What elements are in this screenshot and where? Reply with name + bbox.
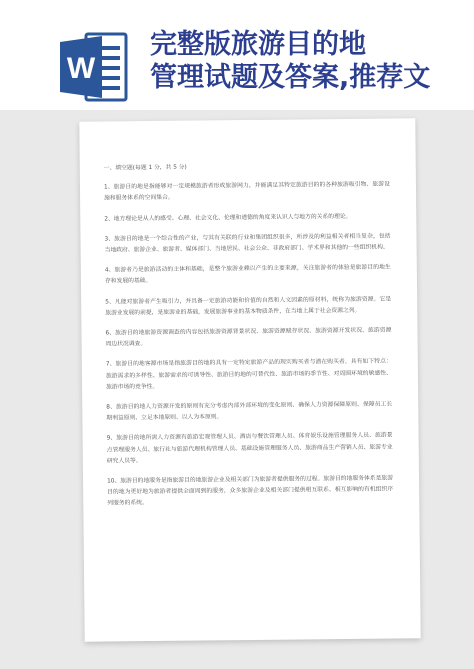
document-content bbox=[104, 161, 394, 520]
question-1: 1、旅游目的地是指能够对一定规模旅游者形成旅游网力，并能满足其特定旅游目的的各种旅游吸引物、旅游设施和服务体系的空间集合。 bbox=[103, 181, 390, 202]
question-9: 9、旅游目的地所需人力资源有旅游宏观管理人员、酒店与餐饮管理人员、体育娱乐设施管理服务人员、旅游景点管理服务人员、旅行社与旅游代理机构管理人员、基础设施管理服务人员、旅游商品生产营销人员、旅游专业研究人员等。 bbox=[106, 432, 393, 465]
question-7: 7、旅游目的地客源市场是指旅游目的地的具有一定特定旅游产品的现实购买者与潜在购买者。具有如下特点：旅游需求的多样性、旅游需求的可诱导性、旅游目的地的可替代性、旅游市场的季节性、对周围环境的敏感性、旅游市场的竞争性。 bbox=[105, 358, 392, 391]
svg-text:W: W bbox=[66, 52, 96, 85]
question-2: 2、地方理论是从人的感受、心理、社会文化、伦理和道德的角度来认识人与地方的关系的理论。 bbox=[104, 213, 352, 223]
question-5: 5、凡能对旅游者产生吸引力，并具备一定旅游功能和价值的自然和人文因素的原材料，统称为旅游资源。它是旅游业发展的前提，是旅游业的基础，发展旅游事业的基本物质条件，在当地上属于社会资源之列。 bbox=[105, 296, 392, 317]
question-8: 8、旅游目的地人力资源开发的原则有充分考虑内部外部环境的变化原则、确保人力资源保障原则、保障员工长期利益原则、立足本地原则、以人为本原则。 bbox=[106, 401, 393, 422]
question-10: 10、旅游目的地服务是指旅游目的地旅游企业及相关部门为旅游者提供服务的过程。旅游目的地服务体系是旅游目的地为更好地为旅游者提供全面周到的服务，众多旅游企业及相关部门提供相互联系、相互影响的有机组织序列服务的系统。 bbox=[107, 475, 394, 507]
question-6: 6、旅游目的地旅游资源调查的内容包括旅游资源背景状况、旅游资源赋存状况、旅游资源开发状况、旅游资源周边状况调查。 bbox=[105, 327, 392, 348]
page-title bbox=[150, 28, 474, 94]
section-heading: 一、填空题(每题 1 分，共 5 分) bbox=[103, 164, 187, 172]
title-line-1: 完整版旅游目的地 bbox=[150, 29, 366, 60]
word-document-icon bbox=[58, 30, 130, 104]
document-page bbox=[79, 118, 420, 641]
question-3: 3、旅游目的地是一个综合性的产业，与其有关联的行业和集团组织很多，所涉及的利益相关者相当复杂，包括当地政府、旅游企业、旅游者、媒体部门、当地居民、社会公众、非政府部门、学术界和其他的一些组织机构。 bbox=[104, 233, 391, 254]
header bbox=[0, 0, 474, 110]
title-line-2: 管理试题及答案,推荐文 bbox=[150, 62, 431, 93]
question-4: 4、旅游者乃是旅游活动的主体和基础，是整个旅游业赖以产生的主要来源，关注旅游者的体验是旅游目的地生存和发展的基础。 bbox=[104, 264, 391, 285]
